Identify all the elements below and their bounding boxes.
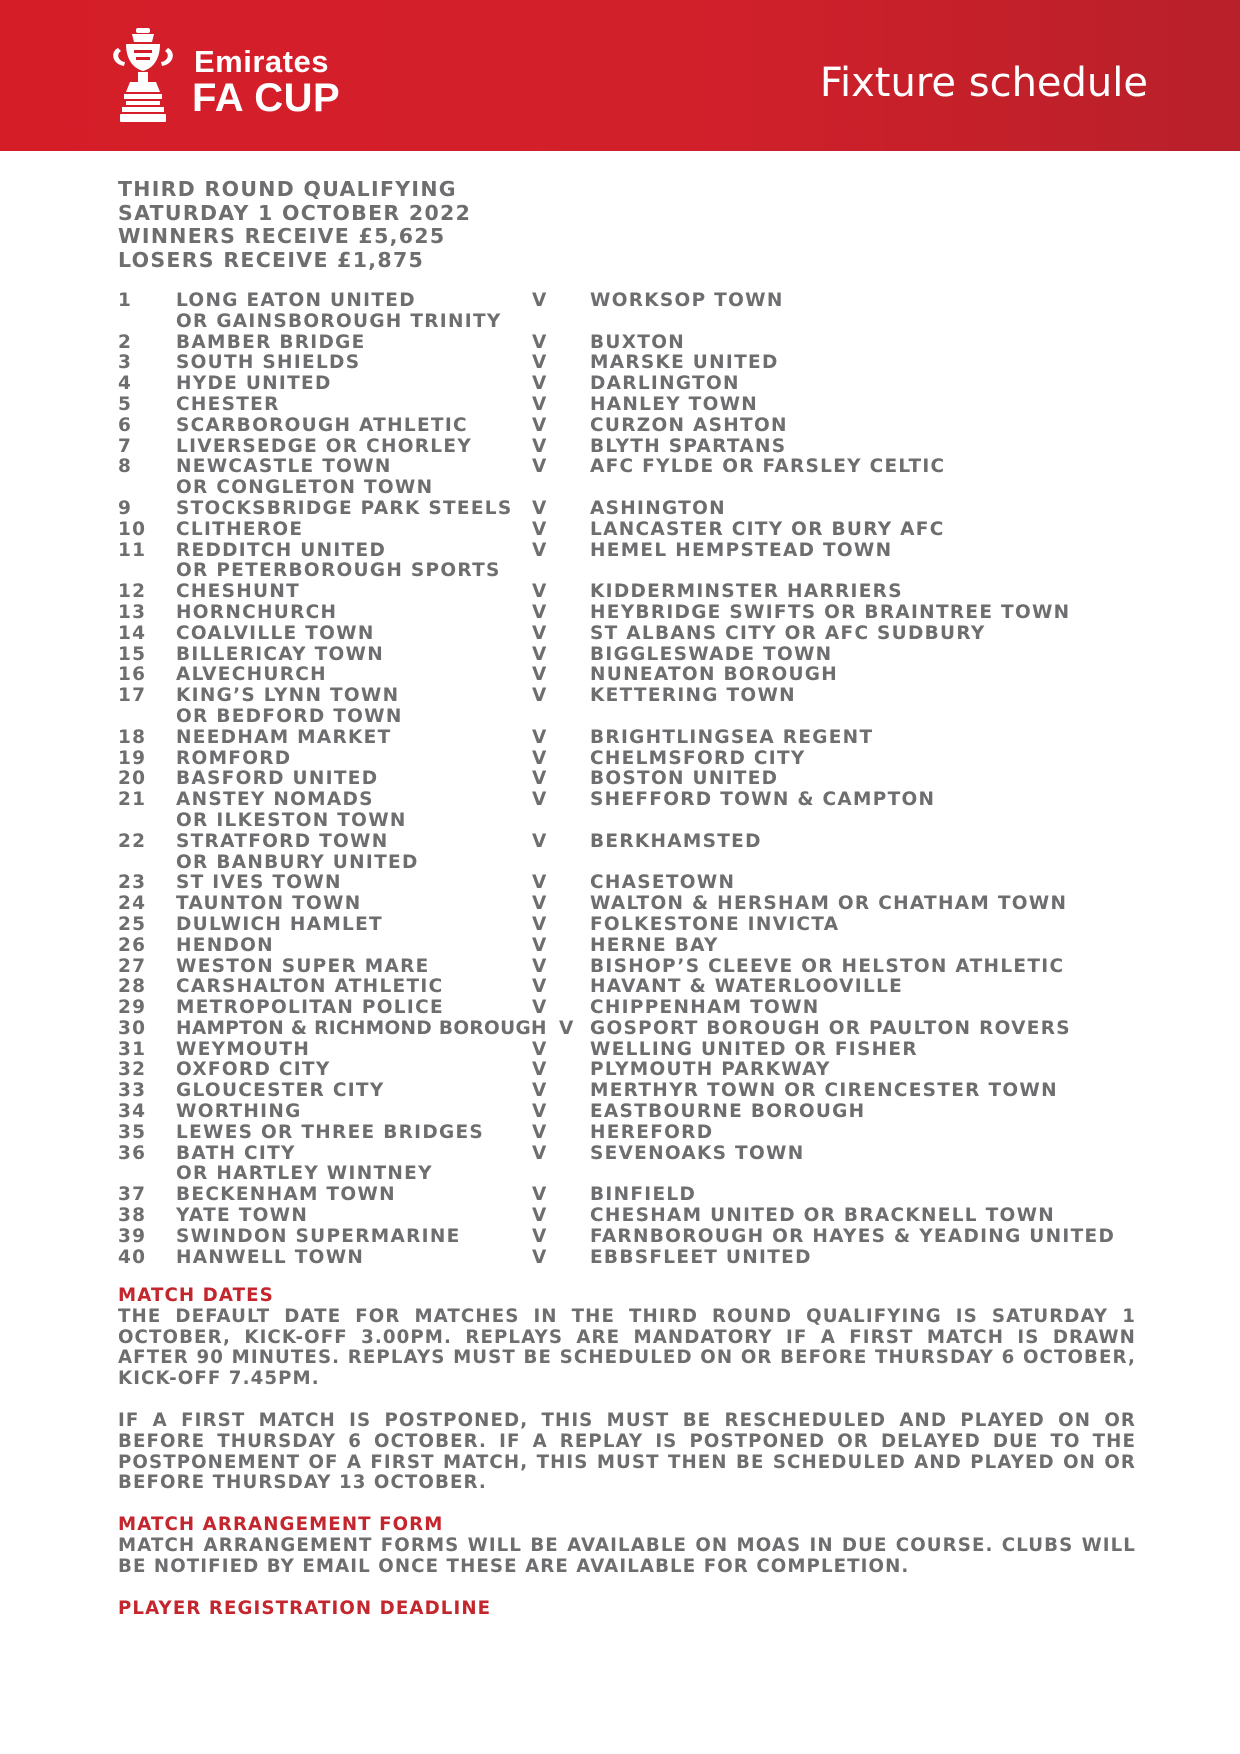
fixture-row — [118, 957, 1128, 978]
fixture-row — [118, 395, 1128, 416]
versus-label: V — [532, 290, 548, 311]
fixture-row — [118, 1081, 1128, 1102]
fixture-number: 23 — [118, 872, 147, 894]
player-registration-heading: PLAYER REGISTRATION DEADLINE — [118, 1597, 492, 1619]
versus-label: V — [532, 726, 548, 748]
fixture-row — [118, 749, 1128, 770]
home-team-name: TAUNTON TOWN — [176, 893, 362, 915]
fixture-row — [118, 977, 1128, 998]
fixture-number: 39 — [118, 1225, 147, 1247]
fixture-number: 6 — [118, 414, 133, 436]
home-team-name: CHESHUNT — [176, 581, 301, 603]
away-team: CURZON ASHTON — [590, 414, 788, 436]
home-team-name: BECKENHAM TOWN — [176, 1184, 396, 1206]
versus-label: V — [532, 518, 548, 540]
home-team-name: LIVERSEDGE OR CHORLEY — [176, 435, 473, 457]
versus-label: V — [532, 872, 548, 894]
versus-label: V — [532, 685, 548, 707]
fixture-row — [118, 499, 1128, 520]
away-team: SEVENOAKS TOWN — [590, 1142, 805, 1164]
fa-cup-trophy-icon — [112, 26, 174, 124]
versus-label: V — [532, 1080, 548, 1102]
home-team-alternative: OR HARTLEY WINTNEY — [176, 1163, 433, 1185]
round-summary — [118, 178, 471, 272]
versus-label: V — [532, 1101, 548, 1123]
round-name: THIRD ROUND QUALIFYING — [118, 177, 457, 201]
fixture-row — [118, 894, 1128, 915]
home-team-name: WESTON SUPER MARE — [176, 955, 430, 977]
fixture-row — [118, 873, 1128, 894]
fixture-number: 5 — [118, 393, 133, 415]
home-team-name: HYDE UNITED — [176, 373, 332, 395]
home-team-name: STRATFORD TOWN — [176, 830, 389, 852]
home-team-name: LEWES OR THREE BRIDGES — [176, 1121, 485, 1143]
home-team-name: REDDITCH UNITED — [176, 539, 387, 561]
home-team-name: CLITHEROE — [176, 518, 304, 540]
fixture-row — [118, 1019, 1128, 1040]
fixture-row — [118, 333, 1128, 354]
fixture-row — [118, 790, 1128, 832]
away-team: CHASETOWN — [590, 872, 736, 894]
versus-label: V — [532, 581, 548, 603]
versus-label: V — [532, 643, 548, 665]
fixture-row — [118, 936, 1128, 957]
fixture-number: 19 — [118, 747, 147, 769]
home-team-name: ST IVES TOWN — [176, 872, 342, 894]
home-team-name: KING’S LYNN TOWN — [176, 685, 400, 707]
fixture-row — [118, 624, 1128, 645]
away-team: CHIPPENHAM TOWN — [590, 997, 820, 1019]
away-team: GOSPORT BOROUGH OR PAULTON ROVERS — [590, 1017, 1071, 1039]
match-dates-paragraph-1: THE DEFAULT DATE FOR MATCHES IN THE THIRD ROUND QUALIFYING IS SATURDAY 1 OCTOBER, KICK-OFF 3.00PM. REPLAYS ARE MANDATORY IF A FIRST MATCH IS DRAWN AFTER 90 MINUTES. REPLAYS MUST BE SCHEDULED ON OR BEFORE THURSDAY 6 OCTOBER, KICK-OFF 7.45PM. — [118, 1305, 1136, 1390]
versus-label: V — [532, 1059, 548, 1081]
versus-label: V — [532, 497, 548, 519]
away-team: CHESHAM UNITED OR BRACKNELL TOWN — [590, 1205, 1056, 1227]
fixture-row — [118, 1206, 1128, 1227]
fixture-number: 13 — [118, 601, 147, 623]
fixture-number: 28 — [118, 976, 147, 998]
fixture-number: 9 — [118, 497, 133, 519]
versus-label: V — [532, 1205, 548, 1227]
versus-label: V — [532, 331, 548, 353]
fixture-row — [118, 645, 1128, 666]
fixture-list — [118, 291, 1128, 1268]
versus-label: V — [532, 1038, 548, 1060]
home-team-name: SOUTH SHIELDS — [176, 352, 361, 374]
versus-label: V — [532, 352, 548, 374]
home-team-name: SCARBOROUGH ATHLETIC — [176, 414, 468, 436]
home-team-name: HORNCHURCH — [176, 601, 338, 623]
versus-label: V — [532, 373, 548, 395]
versus-label: V — [532, 393, 548, 415]
match-dates-heading: MATCH DATES — [118, 1285, 274, 1306]
fixture-number: 11 — [118, 539, 147, 561]
fixture-number: 31 — [118, 1038, 147, 1060]
fixture-number: 12 — [118, 581, 147, 603]
fixture-row — [118, 541, 1128, 583]
away-team: FOLKESTONE INVICTA — [590, 913, 840, 935]
fixture-row — [118, 728, 1128, 749]
fixture-row — [118, 1227, 1128, 1248]
fixture-row — [118, 665, 1128, 686]
home-team-name: BILLERICAY TOWN — [176, 643, 385, 665]
versus-label: V — [532, 976, 548, 998]
fixture-number: 22 — [118, 830, 147, 852]
away-team: EBBSFLEET UNITED — [590, 1246, 812, 1268]
home-team-alternative: OR PETERBOROUGH SPORTS — [176, 560, 501, 582]
fixture-row — [118, 769, 1128, 790]
fixture-row — [118, 1040, 1128, 1061]
home-team-name: METROPOLITAN POLICE — [176, 997, 444, 1019]
header-banner — [0, 0, 1240, 151]
versus-label: V — [532, 622, 548, 644]
fixture-number: 29 — [118, 997, 147, 1019]
fixture-number: 34 — [118, 1101, 147, 1123]
home-team-name: HANWELL TOWN — [176, 1246, 365, 1268]
versus-label: V — [532, 789, 548, 811]
fixture-number: 8 — [118, 456, 133, 478]
fixture-row — [118, 457, 1128, 499]
away-team: WORKSOP TOWN — [590, 290, 784, 311]
versus-label: V — [532, 1142, 548, 1164]
versus-label: V — [532, 934, 548, 956]
versus-label: V — [559, 1017, 575, 1039]
away-team: KIDDERMINSTER HARRIERS — [590, 581, 903, 603]
home-team-name: ALVECHURCH — [176, 664, 327, 686]
away-team: BINFIELD — [590, 1184, 697, 1206]
fixture-number: 1 — [118, 290, 133, 311]
fixture-row — [118, 1102, 1128, 1123]
home-team-name: SWINDON SUPERMARINE — [176, 1225, 461, 1247]
fixture-row — [118, 520, 1128, 541]
fixture-row — [118, 1123, 1128, 1144]
fixture-number: 20 — [118, 768, 147, 790]
fixture-row — [118, 582, 1128, 603]
fixture-number: 33 — [118, 1080, 147, 1102]
home-team-name: DULWICH HAMLET — [176, 913, 383, 935]
fixture-row — [118, 1144, 1128, 1186]
fixture-number: 26 — [118, 934, 147, 956]
away-team: CHELMSFORD CITY — [590, 747, 806, 769]
match-dates-paragraph-2: IF A FIRST MATCH IS POSTPONED, THIS MUST BE RESCHEDULED AND PLAYED ON OR BEFORE THURSDAY 6 OCTOBER. IF A REPLAY IS POSTPONED OR DELAYED DUE TO THE POSTPONEMENT OF A FIRST MATCH, THIS MUST THEN BE SCHEDULED AND PLAYED ON OR BEFORE THURSDAY 13 OCTOBER. — [118, 1409, 1136, 1494]
home-team-name: HENDON — [176, 934, 274, 956]
fixture-number: 3 — [118, 352, 133, 374]
away-team: HERNE BAY — [590, 934, 719, 956]
emirates-fa-cup-logo — [112, 26, 362, 126]
home-team-alternative: OR CONGLETON TOWN — [176, 477, 434, 499]
home-team-name: ROMFORD — [176, 747, 292, 769]
versus-label: V — [532, 539, 548, 561]
home-team-alternative: OR GAINSBOROUGH TRINITY — [176, 310, 502, 332]
fixture-row — [118, 1248, 1128, 1269]
away-team: HEYBRIDGE SWIFTS OR BRAINTREE TOWN — [590, 601, 1071, 623]
away-team: BOSTON UNITED — [590, 768, 779, 790]
versus-label: V — [532, 955, 548, 977]
versus-label: V — [532, 747, 548, 769]
away-team: PLYMOUTH PARKWAY — [590, 1059, 831, 1081]
home-team-name: NEEDHAM MARKET — [176, 726, 392, 748]
fixture-number: 2 — [118, 331, 133, 353]
fixture-row — [118, 1060, 1128, 1081]
fixture-number: 37 — [118, 1184, 147, 1206]
fixture-row — [118, 603, 1128, 624]
away-team: DARLINGTON — [590, 373, 740, 395]
fixture-number: 35 — [118, 1121, 147, 1143]
home-team-name: BASFORD UNITED — [176, 768, 379, 790]
home-team-name: LONG EATON UNITED — [176, 290, 416, 311]
fixture-row — [118, 374, 1128, 395]
fixture-row — [118, 437, 1128, 458]
fixture-number: 25 — [118, 913, 147, 935]
away-team: HEREFORD — [590, 1121, 714, 1143]
away-team: WELLING UNITED OR FISHER — [590, 1038, 918, 1060]
fixture-number: 38 — [118, 1205, 147, 1227]
versus-label: V — [532, 768, 548, 790]
home-team-name: STOCKSBRIDGE PARK STEELS — [176, 497, 513, 519]
match-arrangement-paragraph: MATCH ARRANGEMENT FORMS WILL BE AVAILABLE ON MOAS IN DUE COURSE. CLUBS WILL BE NOTIFIED BY EMAIL ONCE THESE ARE AVAILABLE FOR COMPLETION. — [118, 1534, 1136, 1577]
away-team: ASHINGTON — [590, 497, 726, 519]
away-team: SHEFFORD TOWN & CAMPTON — [590, 789, 936, 811]
home-team-alternative: OR BANBURY UNITED — [176, 851, 419, 873]
home-team-alternative: OR BEDFORD TOWN — [176, 705, 403, 727]
away-team: EASTBOURNE BOROUGH — [590, 1101, 866, 1123]
away-team: LANCASTER CITY OR BURY AFC — [590, 518, 945, 540]
round-date: SATURDAY 1 OCTOBER 2022 — [118, 200, 472, 225]
fixture-number: 17 — [118, 685, 147, 707]
home-team-name: CHESTER — [176, 393, 280, 415]
away-team: KETTERING TOWN — [590, 685, 796, 707]
versus-label: V — [532, 913, 548, 935]
home-team-name: BATH CITY — [176, 1142, 296, 1164]
fixture-row — [118, 915, 1128, 936]
fixture-number: 40 — [118, 1246, 147, 1268]
home-team-name: GLOUCESTER CITY — [176, 1080, 385, 1102]
brand-name: FA CUP — [192, 76, 341, 120]
fixture-number: 15 — [118, 643, 147, 665]
versus-label: V — [532, 893, 548, 915]
fixture-row — [118, 1185, 1128, 1206]
home-team-name: COALVILLE TOWN — [176, 622, 375, 644]
fixture-number: 18 — [118, 726, 147, 748]
versus-label: V — [532, 414, 548, 436]
brand-sponsor: Emirates — [194, 44, 329, 79]
versus-label: V — [532, 435, 548, 457]
versus-label: V — [532, 456, 548, 478]
away-team: AFC FYLDE OR FARSLEY CELTIC — [590, 456, 946, 478]
home-team-name: OXFORD CITY — [176, 1059, 331, 1081]
fixture-number: 21 — [118, 789, 147, 811]
versus-label: V — [532, 997, 548, 1019]
away-team: HANLEY TOWN — [590, 393, 759, 415]
away-team: BUXTON — [590, 331, 686, 353]
away-team: FARNBOROUGH OR HAYES & YEADING UNITED — [590, 1225, 1116, 1247]
page-title: Fixture schedule — [819, 60, 1148, 106]
home-team-name: NEWCASTLE TOWN — [176, 456, 392, 478]
match-arrangement-heading: MATCH ARRANGEMENT FORM — [118, 1514, 444, 1536]
fixture-number: 36 — [118, 1142, 147, 1164]
home-team-name: WORTHING — [176, 1101, 302, 1123]
fixture-number: 14 — [118, 622, 147, 644]
away-team: BIGGLESWADE TOWN — [590, 643, 833, 665]
away-team: BERKHAMSTED — [590, 830, 762, 852]
away-team: ST ALBANS CITY OR AFC SUDBURY — [590, 622, 986, 644]
fixture-number: 27 — [118, 955, 147, 977]
fixture-number: 16 — [118, 664, 147, 686]
versus-label: V — [532, 1121, 548, 1143]
home-team-name: CARSHALTON ATHLETIC — [176, 976, 444, 998]
fixture-row — [118, 686, 1128, 728]
away-team: MERTHYR TOWN OR CIRENCESTER TOWN — [590, 1080, 1058, 1102]
away-team: BISHOP’S CLEEVE OR HELSTON ATHLETIC — [590, 955, 1065, 977]
fixture-row — [118, 353, 1128, 374]
away-team: BLYTH SPARTANS — [590, 435, 787, 457]
home-team-name: BAMBER BRIDGE — [176, 331, 366, 353]
away-team: HAVANT & WATERLOOVILLE — [590, 976, 904, 998]
away-team: BRIGHTLINGSEA REGENT — [590, 726, 874, 748]
home-team-name: YATE TOWN — [176, 1205, 309, 1227]
fixture-row — [118, 291, 1128, 333]
fixture-row — [118, 416, 1128, 437]
notes-section — [118, 1286, 1136, 1619]
versus-label: V — [532, 664, 548, 686]
fixture-number: 30 — [118, 1017, 147, 1039]
home-team-alternative: OR ILKESTON TOWN — [176, 809, 407, 831]
versus-label: V — [532, 1246, 548, 1268]
versus-label: V — [532, 830, 548, 852]
home-team — [176, 1019, 606, 1040]
away-team: MARSKE UNITED — [590, 352, 779, 374]
versus-label: V — [532, 601, 548, 623]
fixture-row — [118, 998, 1128, 1019]
fixture-number: 24 — [118, 893, 147, 915]
fixture-number: 7 — [118, 435, 133, 457]
fixture-number: 32 — [118, 1059, 147, 1081]
fixture-number: 4 — [118, 373, 133, 395]
versus-label: V — [532, 1184, 548, 1206]
away-team: NUNEATON BOROUGH — [590, 664, 839, 686]
home-team-name: WEYMOUTH — [176, 1038, 311, 1060]
away-team: HEMEL HEMPSTEAD TOWN — [590, 539, 893, 561]
versus-label: V — [532, 1225, 548, 1247]
home-team-name: ANSTEY NOMADS — [176, 789, 374, 811]
away-team: WALTON & HERSHAM OR CHATHAM TOWN — [590, 893, 1068, 915]
winners-prize: WINNERS RECEIVE £5,625 — [118, 224, 446, 248]
losers-prize: LOSERS RECEIVE £1,875 — [118, 247, 425, 272]
fixture-row — [118, 832, 1128, 874]
home-team-name: HAMPTON & RICHMOND BOROUGH — [176, 1017, 547, 1039]
fixture-number: 10 — [118, 518, 147, 540]
